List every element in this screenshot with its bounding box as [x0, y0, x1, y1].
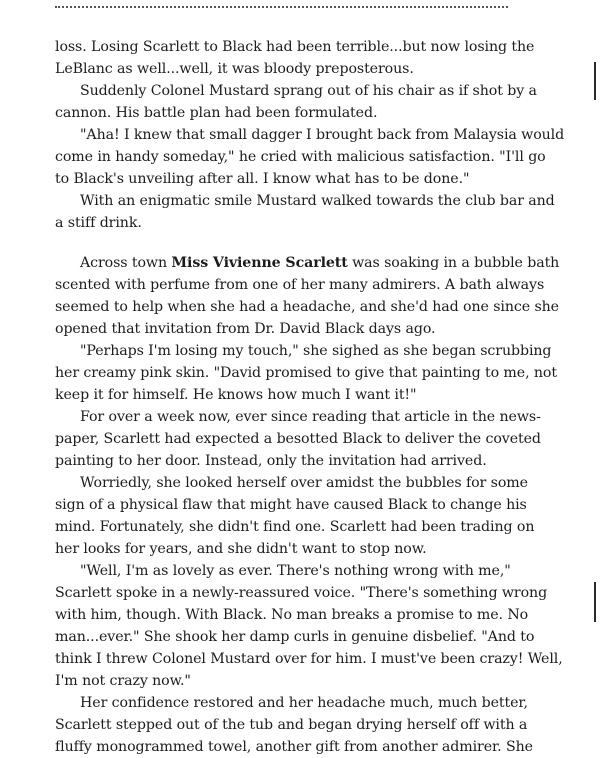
text-line: "Aha! I knew that small dagger I brought back from Malaysia would	[80, 127, 565, 143]
text-line: to Black's unveiling after all. I know what has to be done."	[55, 171, 470, 187]
text-line: loss. Losing Scarlett to Black had been terrible...but now losing the	[55, 39, 535, 55]
text-line	[55, 252, 560, 274]
text-line: paper, Scarlett had expected a besotted Black to deliver the coveted	[55, 431, 541, 447]
text-line: mind. Fortunately, she didn't find one. Scarlett had been trading on	[55, 519, 535, 535]
paragraph	[55, 472, 535, 560]
section-one	[55, 36, 565, 234]
right-edge-mark-top	[594, 62, 596, 100]
text-line: With an enigmatic smile Mustard walked towards the club bar and	[80, 193, 555, 209]
paragraph	[55, 80, 537, 124]
text-line: Suddenly Colonel Mustard sprang out of his chair as if shot by a	[80, 83, 537, 99]
text-line: man...ever." She shook her damp curls in genuine disbelief. "And to	[55, 629, 535, 645]
text-line: Scarlett spoke in a newly-reassured voice. "There's something wrong	[55, 585, 548, 601]
paragraph	[55, 252, 560, 340]
top-dotted-rule	[55, 6, 508, 8]
paragraph	[55, 560, 563, 692]
text-line: her looks for years, and she didn't want to stop now.	[55, 541, 427, 557]
text-line: think I threw Colonel Mustard over for him. I must've been crazy! Well,	[55, 651, 563, 667]
section-two-paragraphs	[55, 340, 563, 758]
paragraph	[55, 124, 565, 190]
text-line: scented with perfume from one of her many admirers. A bath always	[55, 277, 545, 293]
book-page-text	[55, 36, 565, 758]
text-line: opened that invitation from Dr. David Black days ago.	[55, 321, 436, 337]
text-line: come in handy someday," he cried with malicious satisfaction. "I'll go	[55, 149, 546, 165]
text-line: I'm not crazy now."	[55, 673, 191, 689]
paragraph	[55, 190, 555, 234]
paragraph	[55, 692, 533, 758]
text-line: Worriedly, she looked herself over amidst the bubbles for some	[80, 475, 528, 491]
text-line: "Perhaps I'm losing my touch," she sighed as she began scrubbing	[80, 343, 552, 359]
text-line: cannon. His battle plan had been formulated.	[55, 105, 378, 121]
text-run: Across town	[80, 255, 172, 271]
paragraph	[55, 36, 535, 80]
text-line: For over a week now, ever since reading that article in the news-	[80, 409, 541, 425]
text-line: "Well, I'm as lovely as ever. There's nothing wrong with me,"	[80, 563, 511, 579]
paragraph	[55, 340, 557, 406]
text-line: fluffy monogrammed towel, another gift from another admirer. She	[55, 739, 533, 755]
section-break	[55, 234, 511, 252]
text-line: a stiff drink.	[55, 215, 142, 231]
text-line: sign of a physical flaw that might have caused Black to change his	[55, 497, 527, 513]
text-run: was soaking in a bubble bath	[347, 255, 560, 271]
text-line: keep it for himself. He knows how much I want it!"	[55, 387, 417, 403]
text-line: Her confidence restored and her headache much, much better,	[80, 695, 528, 711]
section-two	[55, 252, 563, 758]
paragraph	[55, 406, 541, 472]
text-line: her creamy pink skin. "David promised to give that painting to me, not	[55, 365, 557, 381]
text-line: Scarlett stepped out of the tub and began drying herself off with a	[55, 717, 528, 733]
right-edge-mark-bottom	[594, 582, 596, 622]
text-line: seemed to help when she had a headache, and she'd had one since she	[55, 299, 559, 315]
text-line: LeBlanc as well...well, it was bloody preposterous.	[55, 61, 414, 77]
text-line: with him, though. With Black. No man breaks a promise to me. No	[55, 607, 529, 623]
text-line: painting to her door. Instead, only the invitation had arrived.	[55, 453, 487, 469]
character-name: Miss Vivienne Scarlett	[171, 255, 348, 271]
